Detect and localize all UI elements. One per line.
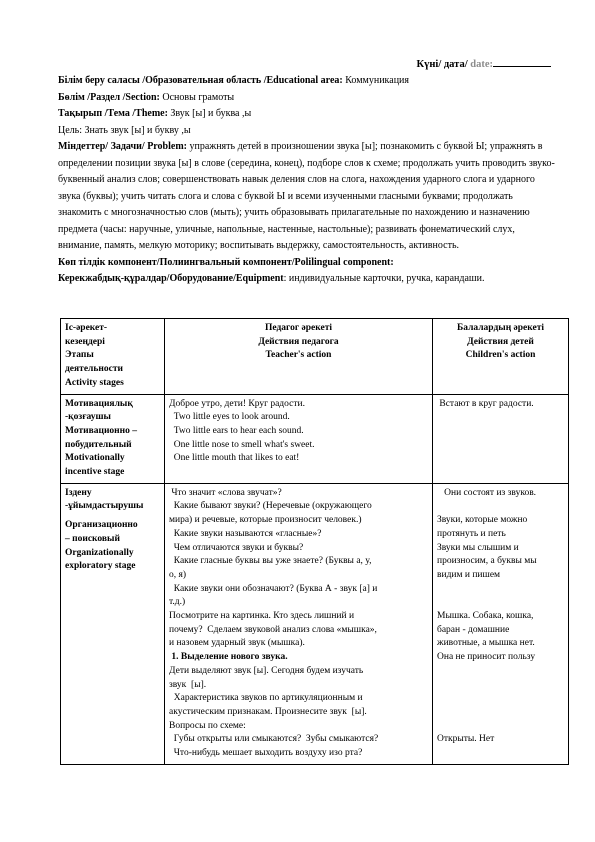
header-children-cell: Балалардың әрекеті Действия детей Children's action [433, 319, 569, 395]
date-blank [493, 56, 551, 67]
table-header-row [61, 319, 569, 395]
teacher-cell-motivational: Доброе утро, дети! Круг радости. Two little eyes to look around. Two little ears to hear each sound. One little nose to smell what's sweet. One little mouth that likes to eat! [165, 394, 433, 483]
children-cell-motivational: Встают в круг радости. [433, 394, 569, 483]
header-stage-cell: Іс-әрекет- кезеңдері Этапы деятельности Activity stages [61, 319, 165, 395]
polylingual-line: Көп тілдік компонент/Полиингвальный компонент/Polilingual component: [58, 256, 394, 268]
table-row [61, 483, 569, 764]
date-label: Күні/ дата/ [416, 59, 468, 70]
stage-cell-exploratory: Ізденy -ұйымдастырушы Организационно – поисковый Organizationally exploratory stage [61, 483, 165, 764]
table-row [61, 394, 569, 483]
header-teacher-cell: Педагог әрекеті Действия педагога Teacher's action [165, 319, 433, 395]
theme-line: Тақырып /Тема /Theme: Звук [ы] и буква ,ы [58, 108, 252, 119]
lesson-header [58, 73, 558, 288]
stage-cell-motivational: Мотивациялық -қозғаушы Мотивационно – побудительный Motivationally incentive stage [61, 394, 165, 483]
goal-line: Цель: Знать звук [ы] и букву ,ы [58, 124, 191, 136]
new-sound-heading: 1. Выделение нового звука. [169, 652, 288, 663]
date-label-english: date: [470, 59, 493, 70]
educational-area-line: Білім беру саласы /Образовательная область /Educational area: Коммуникация [58, 75, 410, 86]
date-line [417, 56, 552, 70]
tasks-paragraph: Міндеттер/ Задачи/ Problem: упражнять детей в произношении звука [ы]; познакомить с буквой Ы; упражнять в определении позиции звука [ы] в слове (середина, конец), подборе слов к схеме; продолжать учить проводить звуко-буквенный анализ слов; совершенствовать навык деления слов на слога, нахождения ударного слога и ударного звука (буквы); учить читать слога и слова с буквой Ы и всеми изученными гласными буквами; продолжать знакомить с многозначностью слов (мыть); учить образовывать прилагательные по нахождению и назначению предмета (часы: наручные, уличные, напольные, настенные, настольные); развивать фонематический слух, внимание, память, мелкую моторику; воспитывать выдержку, самостоятельность, активность. [58, 141, 555, 251]
lesson-table [60, 318, 569, 765]
equipment-line: Керекжабдық-құралдар/Оборудование/Equipment: индивидуальные карточки, ручка, карандаши. [58, 273, 485, 284]
teacher-cell-exploratory: Что значит «слова звучат»? Какие бывают звуки? (Неречевые (окружающего мира) и речевые, которые произносит человек.) Какие звуки называются «гласные»? Чем отличаются звуки и буквы? Какие гласные буквы вы уже знаете? (Буквы а, у, о, я) Какие звуки они обозначают? (Буква А - звук [а] и т.д.) Посмотрите на картинка. Кто здесь лишний и почему? Сделаем звуковой анализ слова «мышка», и назовем ударный звук (мышка). 1. Выделение нового звука. Дети выделяют звук [ы]. Сегодня будем изучать звук [ы]. Характеристика звуков по артикуляционным и акустическим признакам. Произнесите звук [ы]. Вопросы по схеме: Губы открыты или смыкаются? Зубы смыкаются? Что-нибудь мешает выходить воздуху изо рта? [165, 483, 433, 764]
section-line: Бөлім /Раздел /Section: Основы грамоты [58, 91, 235, 103]
children-cell-exploratory: Они состоят из звуков. Звуки, которые можно протянуть и петь Звуки мы слышим и произносим, а буквы мы видим и пишем Мышка. Собака, кошка, баран - домашние животные, а мышка нет. Она не приносит пользу Открыты. Нет [433, 483, 569, 764]
